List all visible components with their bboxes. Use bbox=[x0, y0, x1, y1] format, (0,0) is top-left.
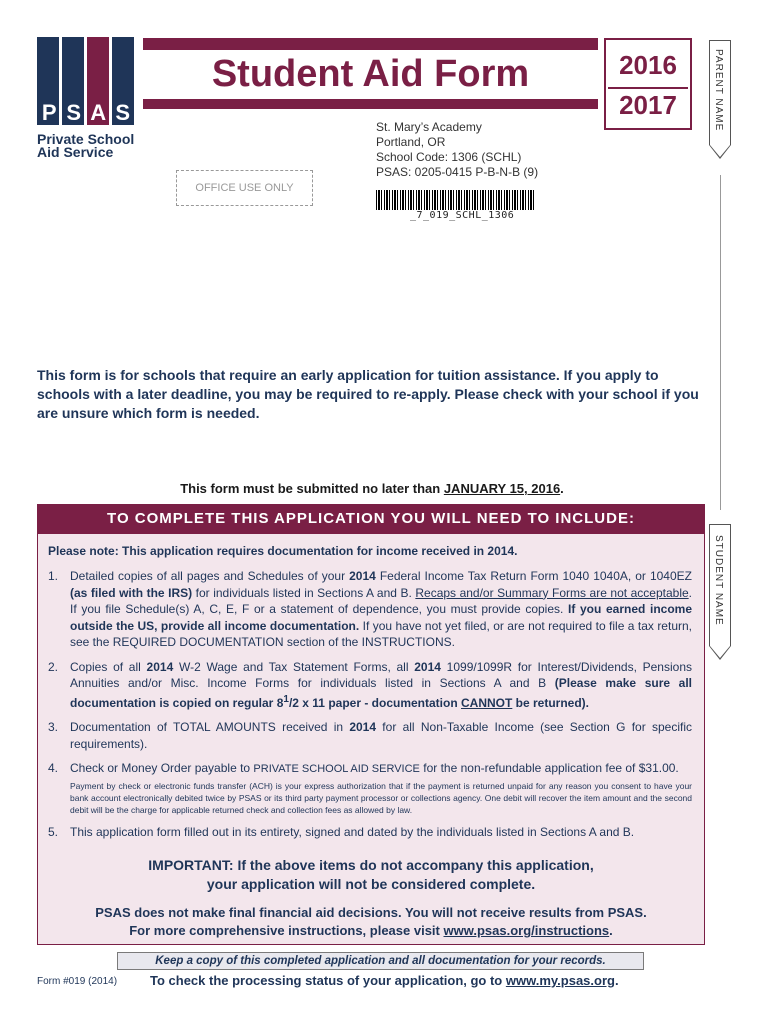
student-tab-arrow-fill bbox=[710, 646, 730, 658]
item-number: 3. bbox=[48, 720, 59, 734]
item-text: . If you file Schedule(s) A, C, E, F or a statement of dependence, you must provide copies. bbox=[70, 585, 692, 616]
barcode-text: _7_019_SCHL_1306 bbox=[410, 210, 515, 221]
logo-name-line2: Aid Service bbox=[37, 144, 114, 160]
list-item bbox=[48, 824, 692, 841]
list-item bbox=[48, 719, 692, 752]
school-code: School Code: 1306 (SCHL) bbox=[376, 150, 522, 164]
item-text: Federal Income Tax Return Form 1040 1040A, or 1040EZ bbox=[375, 569, 692, 583]
form-title: Student Aid Form bbox=[211, 53, 530, 95]
logo-letter: A bbox=[90, 100, 107, 125]
school-info bbox=[376, 120, 538, 180]
deadline-text bbox=[37, 481, 707, 496]
school-location: Portland, OR bbox=[376, 135, 446, 149]
barcode bbox=[376, 190, 536, 210]
item-bold: If you earned income outside the US, provide all income documentation. bbox=[70, 602, 693, 633]
item-bold: 2014 bbox=[146, 659, 174, 674]
year-divider bbox=[608, 87, 688, 89]
final-notice bbox=[37, 904, 705, 940]
intro-text: This form is for schools that require an early application for tuition assistance. If you apply to schools with a later deadline, you may be required to re-apply. Please check with your school if you are unsure which form is needed. bbox=[37, 367, 699, 421]
item-text: 1099/1099R for Interest/Dividends, Pensions Annuities and/or Misc. Income Forms for individuals listed in Sections A and B bbox=[70, 659, 692, 690]
logo-name-line1: Private School bbox=[37, 131, 135, 147]
final-line2 bbox=[37, 922, 705, 940]
logo-letter: P bbox=[41, 100, 57, 125]
item-text: for all Non-Taxable Income (see Section G for specific requirements). bbox=[70, 720, 692, 751]
important-line1: IMPORTANT: If the above items do not accompany this application, bbox=[148, 857, 594, 873]
parent-name-tab[interactable] bbox=[709, 40, 731, 145]
instructions-link[interactable]: www.psas.org/instructions bbox=[443, 923, 610, 938]
final-line1: PSAS does not make final financial aid decisions. You will not receive results from PSAS. bbox=[95, 905, 647, 920]
checklist-note: Please note: This application requires documentation for income received in 2014. bbox=[48, 544, 518, 558]
parent-tab-arrow-fill bbox=[710, 145, 730, 157]
item-text: If you have not yet filed, or are not required to file a tax return, see the REQUIRED DOCUMENTATION section of the INSTRUCTIONS. bbox=[70, 618, 692, 649]
status-suffix: . bbox=[614, 973, 619, 988]
item-text: PRIVATE SCHOOL AID SERVICE bbox=[253, 763, 420, 775]
student-name-tab-label: STUDENT NAME bbox=[713, 535, 724, 626]
year-start: 2016 bbox=[619, 50, 677, 80]
item-number: 2. bbox=[48, 659, 59, 674]
fold-line bbox=[720, 175, 721, 510]
item-text: for individuals listed in Sections A and B. bbox=[192, 585, 416, 600]
item-bold: 2014 bbox=[349, 569, 376, 583]
deadline-suffix: . bbox=[560, 481, 564, 496]
item-bold: be returned). bbox=[512, 695, 590, 710]
item-bold: 2014 bbox=[349, 720, 377, 734]
deadline-prefix: This form must be submitted no later than bbox=[180, 481, 444, 496]
item-text: This application form filled out in its entirety, signed and dated by the individuals listed in Sections A and B. bbox=[70, 824, 635, 839]
item-fraction: /2 bbox=[288, 695, 299, 710]
final-line2-suffix: . bbox=[609, 923, 613, 938]
logo-letter: S bbox=[66, 100, 82, 125]
checklist-items bbox=[48, 568, 692, 848]
item-text: Detailed copies of all pages and Schedules of your bbox=[70, 569, 350, 583]
title-bar-bottom bbox=[143, 99, 598, 109]
item-text: Copies of all bbox=[70, 659, 147, 674]
item-text: Check or Money Order payable to bbox=[70, 761, 254, 775]
form-number: Form #019 (2014) bbox=[37, 976, 118, 987]
list-item bbox=[48, 568, 692, 651]
school-name: St. Mary’s Academy bbox=[376, 120, 482, 134]
psas-logo bbox=[37, 37, 135, 137]
deadline-date: JANUARY 15, 2016 bbox=[443, 481, 561, 496]
item-underline: CANNOT bbox=[461, 695, 513, 710]
important-notice bbox=[37, 856, 705, 894]
item-fine-print: Payment by check or electronic funds transfer (ACH) is your express authorization that if the payment is returned unpaid for any reason you consent to have your bank account electronically debited twice by PSAS or its third party payment processor or collections agency. One debit will recover the item amount and the second debit will be the charge for applicable returned check and collection fees as allowed by law. bbox=[70, 780, 692, 815]
psas-code: PSAS: 0205-0415 P-B-N-B (9) bbox=[376, 165, 539, 179]
item-bold: (Please make sure all documentation is copied on regular 8 bbox=[70, 676, 692, 710]
year-end: 2017 bbox=[619, 90, 677, 120]
item-superscript: 1 bbox=[283, 693, 289, 705]
keep-copy-banner: Keep a copy of this completed application and all documentation for your records. bbox=[117, 952, 644, 970]
parent-name-tab-label: PARENT NAME bbox=[713, 49, 724, 132]
item-bold: 2014 bbox=[414, 659, 441, 674]
final-line2-text: For more comprehensive instructions, please visit bbox=[129, 923, 444, 938]
item-underline: Recaps and/or Summary Forms are not acceptable bbox=[415, 585, 689, 600]
important-line2: your application will not be considered complete. bbox=[206, 876, 536, 892]
list-item bbox=[48, 760, 692, 816]
item-text: for the non-refundable application fee of $31.00. bbox=[419, 761, 679, 775]
title-bar-top bbox=[143, 38, 598, 50]
status-prefix: To check the processing status of your application, go to bbox=[150, 973, 506, 988]
logo-letter: S bbox=[115, 100, 131, 125]
item-number: 5. bbox=[48, 824, 59, 839]
item-text: W-2 Wage and Tax Statement Forms, all bbox=[173, 659, 415, 674]
status-text bbox=[150, 973, 619, 988]
item-number: 4. bbox=[48, 761, 59, 775]
item-text: Documentation of TOTAL AMOUNTS received in bbox=[70, 720, 350, 734]
checklist-header: TO COMPLETE THIS APPLICATION YOU WILL NEED TO INCLUDE: bbox=[37, 504, 705, 534]
logo-letters bbox=[37, 101, 135, 125]
list-item bbox=[48, 659, 692, 712]
logo-name bbox=[37, 133, 134, 159]
item-bold: (as filed with the IRS) bbox=[70, 585, 193, 600]
office-use-box: OFFICE USE ONLY bbox=[176, 170, 313, 206]
student-name-tab[interactable] bbox=[709, 524, 731, 646]
item-bold: x 11 paper - documentation bbox=[298, 695, 461, 710]
status-link[interactable]: www.my.psas.org bbox=[505, 973, 615, 988]
item-number: 1. bbox=[48, 569, 59, 583]
